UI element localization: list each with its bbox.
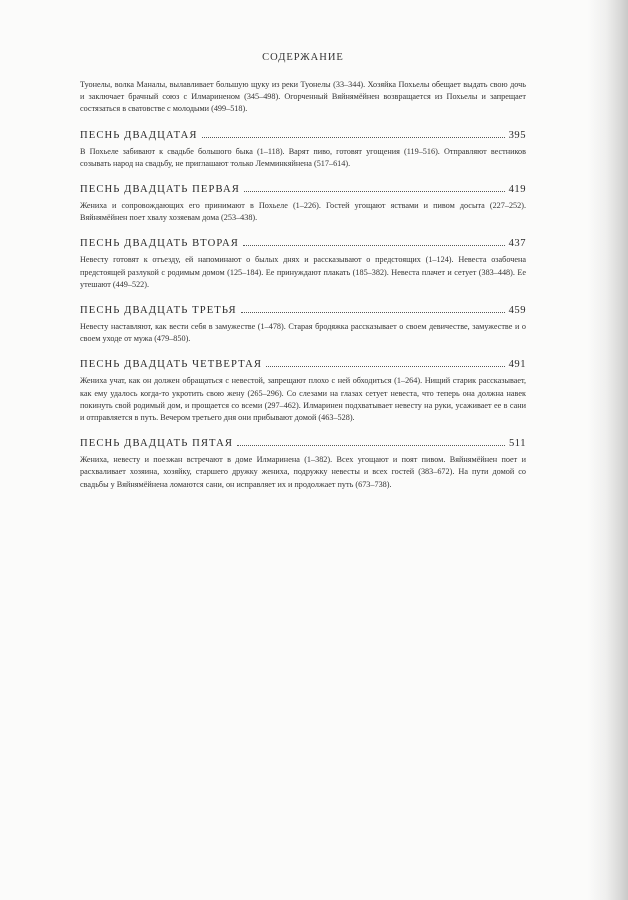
section-header bbox=[80, 359, 526, 370]
section-summary: Жениха, невесту и поезжан встречают в доме Илмаринена (1–382). Всех угощают и поят пивом. Вяйнямёйнен поет и расхваливает хозяина, хозяйку, старшего дружку жениха, подружку невесты и всех гостей (383–672). На пути домой со свадьбы у Вяйнямёйнена ломаются сани, он исправляет их и продолжает путь (673–738). bbox=[80, 455, 526, 489]
section-summary: Жениха учат, как он должен обращаться с невестой, запрещают плохо с ней обходиться (1–264). Нищий старик рассказывает, как ему удалось когда-то укротить свою жену (265–296). Со слезами на глазах сетует невеста, что теперь она должна навек покинуть свой родимый дом, и прощается со всеми (297–462). Илмаринен подхватывает невесту на руки, усаживает ее в сани и отправляется в путь. Вечером третьего дня они прибывают домой (463–528). bbox=[80, 376, 526, 423]
section-page-number: 459 bbox=[508, 305, 526, 317]
section-title: ПЕСНЬ ДВАДЦАТЬ ПЕРВАЯ bbox=[80, 184, 240, 196]
dot-leader bbox=[241, 311, 505, 313]
section-page-number: 395 bbox=[508, 129, 526, 141]
dot-leader bbox=[243, 244, 505, 246]
toc-section bbox=[80, 184, 526, 224]
section-title: ПЕСНЬ ДВАДЦАТАЯ bbox=[80, 129, 198, 141]
section-title: ПЕСНЬ ДВАДЦАТЬ ЧЕТВЕРТАЯ bbox=[80, 359, 263, 371]
section-title: ПЕСНЬ ДВАДЦАТЬ ВТОРАЯ bbox=[80, 238, 239, 250]
page-edge-shadow bbox=[588, 0, 628, 900]
dot-leader bbox=[237, 444, 505, 446]
section-page-number: 491 bbox=[508, 359, 526, 371]
section-header bbox=[80, 184, 526, 195]
dot-leader bbox=[244, 190, 505, 192]
section-title: ПЕСНЬ ДВАДЦАТЬ ТРЕТЬЯ bbox=[80, 305, 237, 317]
section-page-number: 511 bbox=[509, 438, 526, 450]
section-header bbox=[80, 238, 526, 249]
section-summary: В Похьеле забивают к свадьбе большого быка (1–118). Варят пиво, готовят угощения (119–516). Отправляют вестников созывать народ на свадьбу, не приглашают только Лемминкяйнена (517–614). bbox=[80, 146, 526, 168]
section-page-number: 437 bbox=[508, 238, 526, 250]
intro-paragraph: Туонелы, волка Маналы, вылавливает большую щуку из реки Туонелы (33–344). Хозяйка Похьелы обещает выдать свою дочь и заключает брачный союз с Илмариненом (345–498). Огорченный Вяйнямёйнен возвращается из Похьелы и запрещает состязаться в сватовстве с молодыми (499–518). bbox=[80, 80, 526, 114]
section-summary: Жениха и сопровождающих его принимают в Похьеле (1–226). Гостей угощают яствами и пивом досыта (227–252). Вяйнямёйнен поет хвалу хозяевам дома (253–438). bbox=[80, 201, 526, 223]
toc-section bbox=[80, 305, 526, 345]
toc-section bbox=[80, 130, 526, 170]
dot-leader bbox=[202, 136, 505, 138]
section-summary: Невесту наставляют, как вести себя в замужестве (1–478). Старая бродяжка рассказывает о своем девичестве, замужестве и о своем уходе от мужа (479–850). bbox=[80, 322, 526, 344]
section-page-number: 419 bbox=[508, 184, 526, 196]
section-title: ПЕСНЬ ДВАДЦАТЬ ПЯТАЯ bbox=[80, 438, 234, 450]
section-header bbox=[80, 305, 526, 316]
page-heading: СОДЕРЖАНИЕ bbox=[262, 52, 344, 63]
toc-content bbox=[80, 52, 526, 491]
section-summary: Невесту готовят к отъезду, ей напоминают о былых днях и рассказывают о предстоящих (1–124). Невеста озабочена предстоящей разлукой с родимым домом (125–184). Ее принуждают плакать (185–382). Невеста плачет и сетует (383–448). Ее утешают (449–522). bbox=[80, 255, 526, 289]
dot-leader bbox=[266, 365, 505, 367]
toc-section bbox=[80, 438, 526, 491]
section-header bbox=[80, 438, 526, 449]
toc-section bbox=[80, 238, 526, 291]
section-header bbox=[80, 130, 526, 141]
toc-section bbox=[80, 359, 526, 424]
